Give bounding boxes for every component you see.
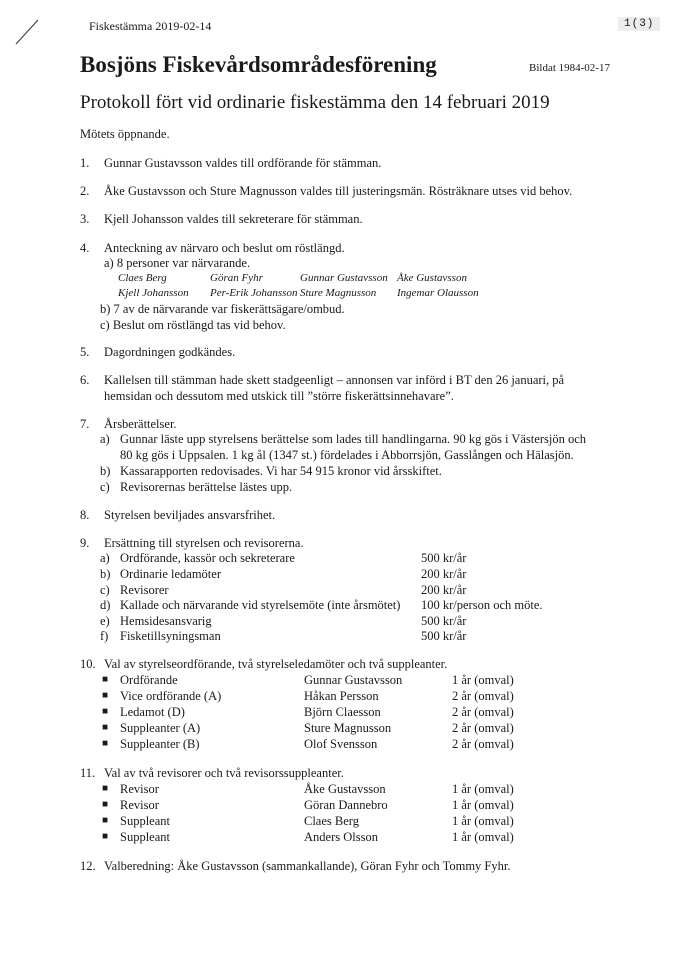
attendee-name: Åke Gustavsson: [397, 272, 467, 284]
comp-row-label: d): [100, 598, 111, 612]
item-number: 10.: [80, 657, 96, 671]
attendee-name: Ingemar Olausson: [397, 287, 479, 299]
item-4: [80, 241, 345, 256]
board-term: 2 år (omval): [452, 721, 514, 735]
item-number: 12.: [80, 859, 96, 873]
item-7-b-label: b): [100, 464, 111, 478]
bullet-icon: ■: [102, 722, 109, 733]
item-7-a-line-1: Gunnar läste upp styrelsens berättelse som lades till handlingarna. 90 kg gös i Västersjön och: [120, 432, 586, 446]
document-title: Bosjöns Fiskevårdsområdesförening: [80, 52, 437, 77]
auditor-name: Åke Gustavsson: [304, 782, 386, 796]
item-text: Dagordningen godkändes.: [104, 345, 236, 359]
comp-row-desc: Ordinarie ledamöter: [120, 567, 221, 581]
auditor-name: Claes Berg: [304, 814, 359, 828]
comp-row-label: c): [100, 583, 110, 597]
auditor-term: 1 år (omval): [452, 814, 514, 828]
attendee-name: Per-Erik Johansson: [210, 287, 298, 299]
item-text: Styrelsen beviljades ansvarsfrihet.: [104, 508, 276, 522]
auditor-term: 1 år (omval): [452, 830, 514, 844]
item-text: Kjell Johansson valdes till sekreterare för stämman.: [104, 212, 363, 226]
page-number: 1(3): [618, 17, 660, 31]
item-5: [80, 345, 235, 360]
item-10: [80, 657, 447, 672]
item-3: [80, 212, 363, 227]
item-number: 4.: [80, 241, 90, 255]
comp-row-desc: Kallade och närvarande vid styrelsemöte (inte årsmötet): [120, 598, 401, 612]
bullet-icon: ■: [102, 783, 109, 794]
comp-row-amount: 200 kr/år: [421, 583, 467, 597]
attendee-name: Kjell Johansson: [118, 287, 189, 299]
bullet-icon: ■: [102, 799, 109, 810]
item-7: [80, 417, 177, 432]
comp-row-desc: Fisketillsyningsman: [120, 629, 221, 643]
auditor-role: Revisor: [120, 798, 159, 812]
board-name: Olof Svensson: [304, 737, 378, 751]
item-11: [80, 766, 344, 781]
auditor-role: Suppleant: [120, 814, 170, 828]
item-text: Kallelsen till stämman hade skett stadgeenligt – annonsen var införd i BT den 26 januari, på: [104, 373, 565, 387]
item-8: [80, 508, 275, 523]
comp-row-amount: 500 kr/år: [421, 629, 467, 643]
board-name: Sture Magnusson: [304, 721, 392, 735]
item-7-c-label: c): [100, 480, 110, 494]
board-role: Vice ordförande (A): [120, 689, 222, 703]
bullet-icon: ■: [102, 738, 109, 749]
auditor-name: Anders Olsson: [304, 830, 378, 844]
board-term: 2 år (omval): [452, 705, 514, 719]
comp-row-desc: Revisorer: [120, 583, 169, 597]
item-12: [80, 859, 510, 874]
board-name: Gunnar Gustavsson: [304, 673, 403, 687]
item-number: 2.: [80, 184, 90, 198]
item-2: [80, 184, 572, 199]
attendee-name: Gunnar Gustavsson: [300, 272, 388, 284]
bullet-icon: ■: [102, 831, 109, 842]
item-4-c: c) Beslut om röstlängd tas vid behov.: [100, 318, 286, 332]
board-role: Suppleanter (B): [120, 737, 200, 751]
board-term: 2 år (omval): [452, 689, 514, 703]
intro-text: Mötets öppnande.: [80, 127, 170, 141]
pen-mark: [12, 18, 42, 48]
bullet-icon: ■: [102, 674, 109, 685]
comp-row-label: f): [100, 629, 109, 643]
board-role: Suppleanter (A): [120, 721, 201, 735]
board-role: Ledamot (D): [120, 705, 185, 719]
item-number: 11.: [80, 766, 96, 780]
board-term: 2 år (omval): [452, 737, 514, 751]
item-text: Val av två revisorer och två revisorssuppleanter.: [104, 766, 344, 780]
auditor-role: Suppleant: [120, 830, 170, 844]
item-6: [80, 373, 564, 388]
item-text: Valberedning: Åke Gustavsson (sammankallande), Göran Fyhr och Tommy Fyhr.: [104, 859, 511, 873]
founded-date: Bildat 1984-02-17: [529, 62, 610, 74]
item-number: 3.: [80, 212, 90, 226]
item-text: Årsberättelser.: [104, 417, 177, 431]
bullet-icon: ■: [102, 706, 109, 717]
item-text: Gunnar Gustavsson valdes till ordförande för stämman.: [104, 156, 382, 170]
attendee-name: Claes Berg: [118, 272, 167, 284]
attendee-name: Sture Magnusson: [300, 287, 377, 299]
document-subtitle: Protokoll fört vid ordinarie fiskestämma den 14 februari 2019: [80, 92, 550, 113]
attendee-name: Göran Fyhr: [210, 272, 263, 284]
item-number: 7.: [80, 417, 90, 431]
item-number: 8.: [80, 508, 90, 522]
item-1: [80, 156, 381, 171]
comp-row-label: b): [100, 567, 111, 581]
comp-row-amount: 500 kr/år: [421, 551, 467, 565]
item-text: Anteckning av närvaro och beslut om röstlängd.: [104, 241, 345, 255]
item-text: Ersättning till styrelsen och revisorerna.: [104, 536, 304, 550]
board-name: Håkan Persson: [304, 689, 379, 703]
comp-row-desc: Ordförande, kassör och sekreterare: [120, 551, 295, 565]
comp-row-label: e): [100, 614, 110, 628]
auditor-term: 1 år (omval): [452, 782, 514, 796]
bullet-icon: ■: [102, 815, 109, 826]
board-role: Ordförande: [120, 673, 178, 687]
item-7-a-label: a): [100, 432, 110, 446]
auditor-role: Revisor: [120, 782, 159, 796]
comp-row-amount: 500 kr/år: [421, 614, 467, 628]
item-text: Val av styrelseordförande, två styrelseledamöter och två suppleanter.: [104, 657, 448, 671]
item-6-line-2: hemsidan och dessutom med utskick till ”större fiskerättsinnehavare”.: [104, 389, 454, 403]
item-number: 1.: [80, 156, 90, 170]
item-7-b: Kassarapporten redovisades. Vi har 54 915 kronor vid årsskiftet.: [120, 464, 442, 478]
item-text: Åke Gustavsson och Sture Magnusson valdes till justeringsmän. Rösträknare utses vid behov.: [104, 184, 573, 198]
comp-row-label: a): [100, 551, 110, 565]
item-7-c: Revisorernas berättelse lästes upp.: [120, 480, 293, 494]
comp-row-amount: 200 kr/år: [421, 567, 467, 581]
comp-row-desc: Hemsidesansvarig: [120, 614, 212, 628]
item-9: [80, 536, 304, 551]
item-4-b: b) 7 av de närvarande var fiskerättsägare/ombud.: [100, 302, 345, 316]
item-number: 9.: [80, 536, 90, 550]
item-number: 6.: [80, 373, 90, 387]
item-number: 5.: [80, 345, 90, 359]
board-name: Björn Claesson: [304, 705, 381, 719]
auditor-name: Göran Dannebro: [304, 798, 388, 812]
item-4-a: a) 8 personer var närvarande.: [104, 256, 251, 270]
board-term: 1 år (omval): [452, 673, 514, 687]
item-7-a-line-2: 80 kg gös i Uppsalen. 1 kg ål (1347 st.) fördelades i Abborrsjön, Gasslången och Hälasjön.: [120, 448, 574, 462]
auditor-term: 1 år (omval): [452, 798, 514, 812]
header-date: Fiskestämma 2019-02-14: [89, 19, 212, 33]
bullet-icon: ■: [102, 690, 109, 701]
comp-row-amount: 100 kr/person och möte.: [421, 598, 543, 612]
